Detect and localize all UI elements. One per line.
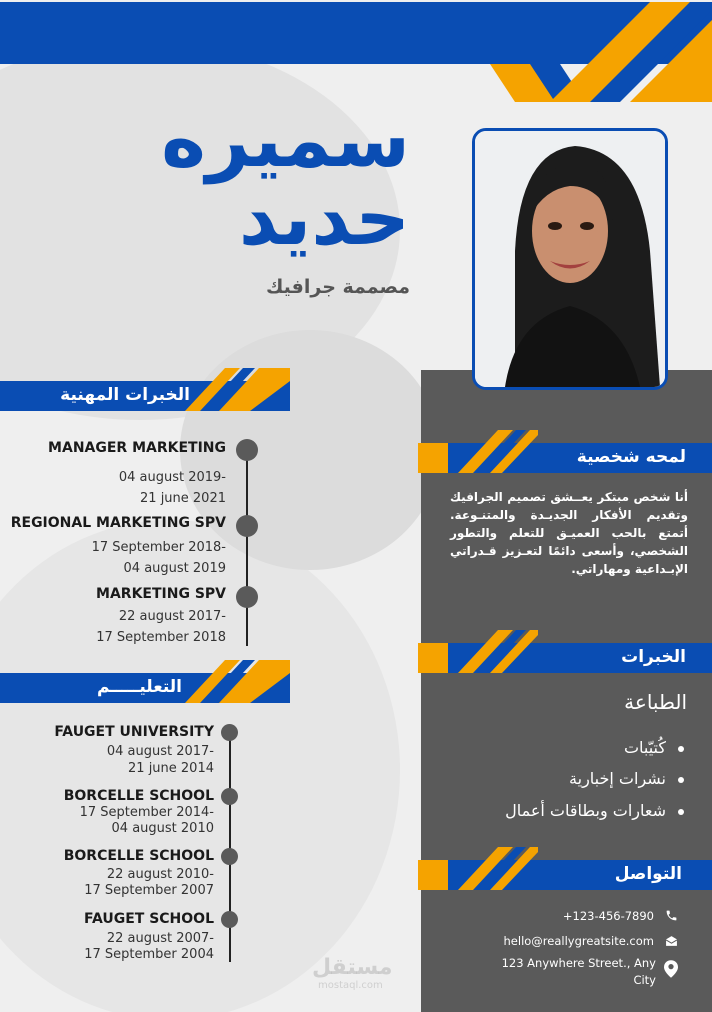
- school-date-start: 04 august 2017-: [106, 744, 214, 759]
- watermark-url: mostaql.com: [318, 980, 383, 991]
- band-stripes-decoration: [185, 660, 290, 704]
- job-title: MANAGER MARKETING: [48, 440, 226, 456]
- job-date-start: 04 august 2019-: [118, 470, 226, 485]
- profile-text: أنا شخص مبتكر يعــشق تصميم الجرافيك وتقديم الأفكار الجديـدة والمتنـوعة. أتمتع بالحب العميـق للتعلم والتطور الشخصي، وأسعى دائمًا لتعـزيز قـدراتي الإبـداعية ومهاراتي.: [450, 490, 688, 576]
- school-name: BORCELLE SCHOOL: [63, 848, 214, 864]
- timeline-dot: [221, 788, 238, 805]
- first-name: سميره: [161, 95, 410, 184]
- school-date-start: 22 august 2010-: [106, 867, 214, 882]
- contact-phone: +123-456-7890: [562, 909, 654, 923]
- job-date-start: 22 august 2017-: [118, 609, 226, 624]
- band-stripes-decoration: [418, 430, 538, 474]
- timeline-dot: [221, 848, 238, 865]
- skills-subheading: الطباعة: [624, 690, 687, 714]
- bullet-icon: [678, 809, 684, 815]
- job-date-end: 04 august 2019: [123, 561, 226, 576]
- school-date-end: 21 june 2014: [128, 761, 214, 776]
- school-date-start: 17 September 2014-: [79, 805, 214, 820]
- contact-email: hello@reallygreatsite.com: [503, 934, 654, 948]
- skill-label: شعارات وبطاقات أعمال: [505, 801, 666, 820]
- job-date-end: 21 june 2021: [140, 491, 226, 506]
- experience-timeline: [246, 450, 248, 646]
- job-title: REGIONAL MARKETING SPV: [10, 515, 226, 531]
- timeline-dot: [236, 439, 258, 461]
- portrait-illustration: [475, 131, 665, 387]
- bullet-icon: [678, 777, 684, 783]
- contact-heading: التواصل: [614, 864, 682, 884]
- skill-item: [505, 801, 684, 820]
- bullet-icon: [678, 746, 684, 752]
- timeline-dot: [221, 724, 238, 741]
- school-date-end: 17 September 2007: [84, 883, 214, 898]
- contact-address-line1: 123 Anywhere Street., Any: [501, 956, 656, 970]
- school-name: FAUGET SCHOOL: [83, 911, 214, 927]
- location-pin-icon: [664, 960, 678, 978]
- school-name: FAUGET UNIVERSITY: [54, 724, 214, 740]
- timeline-dot: [236, 586, 258, 608]
- timeline-dot: [221, 911, 238, 928]
- band-stripes-decoration: [418, 630, 538, 674]
- profile-heading: لمحه شخصية: [576, 447, 686, 467]
- skills-heading: الخبرات: [621, 647, 686, 667]
- timeline-dot: [236, 515, 258, 537]
- skill-label: نشرات إخبارية: [569, 769, 666, 788]
- job-role: مصممة جرافيك: [265, 276, 410, 298]
- envelope-icon: [665, 935, 678, 947]
- band-stripes-decoration: [418, 847, 538, 891]
- school-name: BORCELLE SCHOOL: [63, 788, 214, 804]
- job-date-start: 17 September 2018-: [91, 540, 226, 555]
- skill-item: [624, 738, 684, 757]
- profile-photo: [472, 128, 668, 390]
- job-title: MARKETING SPV: [96, 586, 226, 602]
- contact-address-line2: City: [633, 973, 656, 987]
- watermark-logo: مستقل: [312, 955, 393, 980]
- skill-item: [569, 769, 684, 788]
- experience-heading: الخبرات المهنية: [60, 385, 190, 405]
- skill-label: كُتيّبات: [623, 738, 666, 757]
- phone-icon: [665, 909, 678, 922]
- job-date-end: 17 September 2018: [96, 630, 226, 645]
- band-stripes-decoration: [185, 368, 290, 412]
- education-heading: التعليـــــم: [96, 677, 182, 697]
- last-name: حديد: [238, 173, 410, 262]
- top-stripes-decoration: [490, 2, 712, 102]
- school-date-end: 17 September 2004: [84, 947, 214, 962]
- school-date-end: 04 august 2010: [111, 821, 214, 836]
- school-date-start: 22 august 2007-: [106, 931, 214, 946]
